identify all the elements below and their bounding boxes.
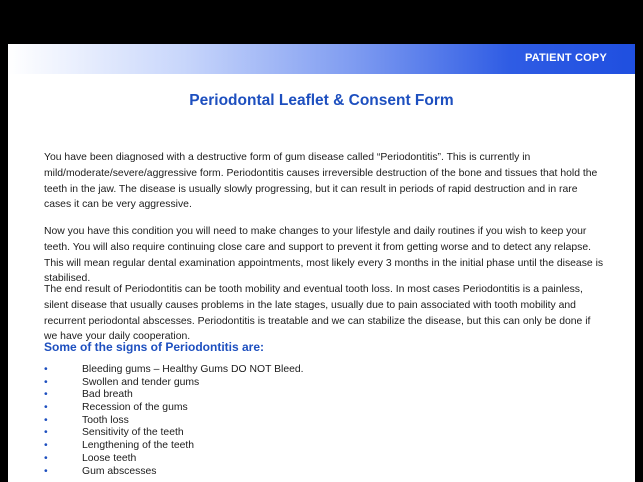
list-item bbox=[44, 466, 304, 479]
patient-copy-label: PATIENT COPY bbox=[524, 52, 607, 64]
sign-text: Bad breath bbox=[82, 389, 133, 401]
bullet-icon: • bbox=[44, 389, 48, 401]
bullet-icon: • bbox=[44, 452, 48, 464]
list-item bbox=[44, 364, 304, 377]
bullet-icon: • bbox=[44, 440, 48, 452]
paragraph-lifestyle: Now you have this condition you will need to make changes to your lifestyle and daily routines if you wish to keep your teeth. You will also require continuing close care and support to prevent it from getting worse and to detect any relapse. This will mean regular dental examination appointments, most likely every 3 months in the initial phase until the disease is stabilised. bbox=[44, 226, 604, 285]
header-banner bbox=[8, 44, 635, 74]
signs-list bbox=[44, 364, 304, 478]
list-item bbox=[44, 389, 304, 402]
list-item bbox=[44, 377, 304, 390]
sign-text: Swollen and tender gums bbox=[82, 376, 200, 388]
bullet-icon: • bbox=[44, 376, 48, 388]
list-item bbox=[44, 427, 304, 440]
paragraph-end-result: The end result of Periodontitis can be tooth mobility and eventual tooth loss. In most cases Periodontitis is a painless, silent disease that usually causes problems in the late stages, usually due to pain associated with tooth mobility and recurrent periodontal abscesses. Periodontitis is treatable and we can stabilize the disease, but this can only be done if we have your daily cooperation. bbox=[44, 284, 591, 343]
sign-text: Sensitivity of the teeth bbox=[82, 427, 184, 439]
signs-heading: Some of the signs of Periodontitis are: bbox=[44, 340, 265, 354]
sign-text: Lengthening of the teeth bbox=[82, 440, 195, 452]
list-item bbox=[44, 415, 304, 428]
list-item bbox=[44, 440, 304, 453]
paragraph-diagnosis: You have been diagnosed with a destructive form of gum disease called “Periodontitis”. This is currently in mild/moderate/severe/aggressive form. Periodontitis causes irreversible destruction of the bone and tissues that hold the teeth in the jaw. The disease is usually slowly progressing, but it can result in periods of rapid destruction and in rare cases it can be very aggressive. bbox=[44, 152, 598, 211]
sign-text: Tooth loss bbox=[82, 414, 129, 426]
bullet-icon: • bbox=[44, 465, 48, 477]
sign-text: Loose teeth bbox=[82, 452, 137, 464]
list-item bbox=[44, 453, 304, 466]
bullet-icon: • bbox=[44, 427, 48, 439]
bullet-icon: • bbox=[44, 364, 48, 375]
sign-text: Bleeding gums – Healthy Gums DO NOT Bleed. bbox=[82, 364, 304, 375]
sign-text: Recession of the gums bbox=[82, 402, 188, 414]
list-item bbox=[44, 402, 304, 415]
sign-text: Gum abscesses bbox=[82, 465, 157, 477]
bullet-icon: • bbox=[44, 402, 48, 414]
document-page bbox=[8, 44, 635, 482]
bullet-icon: • bbox=[44, 414, 48, 426]
document-title: Periodontal Leaflet & Consent Form bbox=[189, 92, 454, 109]
